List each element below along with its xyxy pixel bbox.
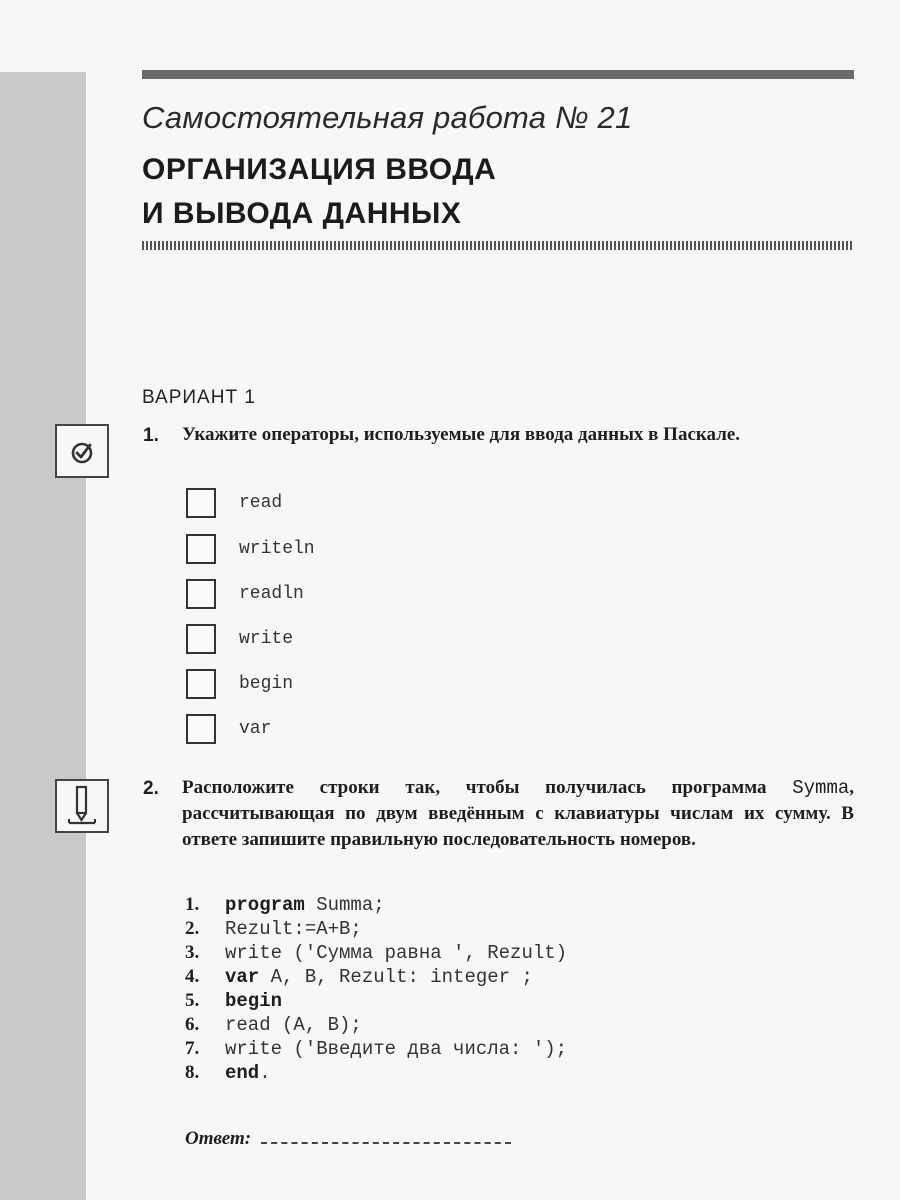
code-text: read (A, B);: [225, 1014, 362, 1036]
option-begin[interactable]: [186, 668, 293, 700]
side-margin-band: [0, 72, 86, 1200]
keyword: program: [225, 894, 305, 916]
line-number: 8.: [185, 1062, 200, 1083]
code-line: [185, 1038, 567, 1062]
option-read[interactable]: [186, 487, 282, 519]
hatched-divider: [142, 241, 854, 250]
line-number: 2.: [185, 918, 200, 939]
code-line: [185, 942, 567, 966]
program-lines: [185, 894, 567, 1086]
option-write[interactable]: [186, 623, 293, 655]
line-number: 3.: [185, 942, 200, 963]
question-2-number: 2.: [143, 778, 159, 799]
option-checkbox[interactable]: [186, 488, 216, 518]
option-checkbox[interactable]: [186, 669, 216, 699]
line-number: 4.: [185, 966, 200, 987]
line-number: 6.: [185, 1014, 200, 1035]
code-line: [185, 1062, 567, 1086]
keyword: var: [225, 966, 260, 988]
option-label: write: [239, 629, 294, 649]
question-2-text-after: , рассчитывающая по двум введённым с клавиатуры числам их сумму. В ответе запишите правильную последовательность номеров.: [182, 777, 854, 850]
code-text: write ('Введите два числа: ');: [225, 1038, 568, 1060]
question-1-text: Укажите операторы, используемые для ввода данных в Паскале.: [182, 424, 741, 445]
code-line: [185, 918, 567, 942]
keyword: end: [225, 1062, 260, 1084]
code-text: write ('Сумма равна ', Rezult): [225, 942, 568, 964]
question-2-text: [182, 775, 854, 853]
code-line: [185, 990, 567, 1014]
checkmark-circle-icon: [55, 424, 109, 478]
option-label: readln: [239, 584, 304, 604]
code-text: .: [259, 1062, 271, 1084]
title-line-2: И ВЫВОДА ДАННЫХ: [142, 197, 462, 230]
line-number: 1.: [185, 894, 200, 915]
code-line: [185, 966, 567, 990]
header-rule: [142, 70, 854, 79]
answer-label: Ответ:: [185, 1128, 252, 1149]
line-number: 7.: [185, 1038, 200, 1059]
page-title: [142, 148, 742, 236]
code-text: Summa;: [304, 894, 385, 916]
code-text: A, B, Rezult: integer ;: [259, 966, 533, 988]
option-readln[interactable]: [186, 578, 304, 610]
option-checkbox[interactable]: [186, 579, 216, 609]
answer-line[interactable]: [261, 1128, 511, 1144]
work-subtitle: Самостоятельная работа № 21: [142, 100, 633, 135]
answer-field[interactable]: [185, 1128, 511, 1150]
question-1-number: 1.: [143, 425, 159, 446]
option-checkbox[interactable]: [186, 534, 216, 564]
code-text: Rezult:=A+B;: [225, 918, 362, 940]
code-line: [185, 894, 567, 918]
variant-heading: ВАРИАНТ 1: [142, 387, 256, 408]
line-number: 5.: [185, 990, 200, 1011]
option-var[interactable]: [186, 713, 271, 745]
option-writeln[interactable]: [186, 533, 315, 565]
code-line: [185, 1014, 567, 1038]
option-label: begin: [239, 674, 294, 694]
option-label: var: [239, 719, 272, 739]
option-label: read: [239, 493, 283, 513]
program-name: Symma: [792, 777, 850, 799]
question-2-text-before: Расположите строки так, чтобы получилась программа: [182, 777, 793, 798]
title-line-1: ОРГАНИЗАЦИЯ ВВОДА: [142, 153, 497, 186]
option-label: writeln: [239, 539, 315, 559]
keyword: begin: [225, 990, 283, 1012]
option-checkbox[interactable]: [186, 714, 216, 744]
option-checkbox[interactable]: [186, 624, 216, 654]
pencil-writing-icon: [55, 779, 109, 833]
